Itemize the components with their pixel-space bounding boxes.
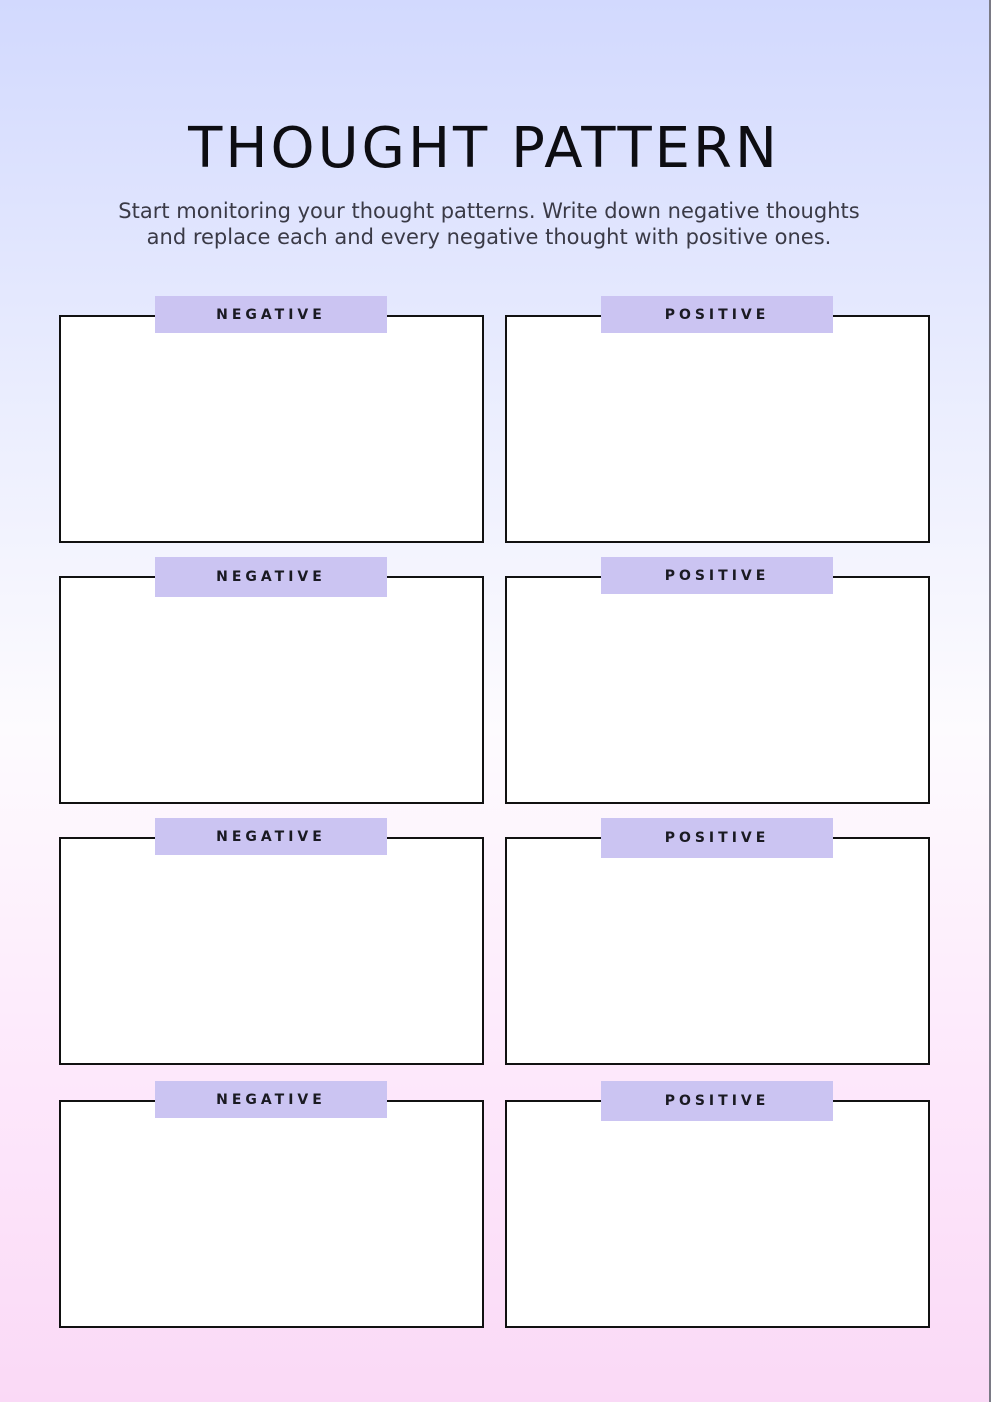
positive-label-4: POSITIVE	[601, 1081, 833, 1121]
negative-box-2[interactable]	[59, 576, 484, 804]
intro-line-1: Start monitoring your thought patterns. Write down negative thoughts	[118, 199, 860, 223]
positive-label-3: POSITIVE	[601, 818, 833, 858]
positive-box-3[interactable]	[505, 837, 930, 1065]
negative-label-4: NEGATIVE	[155, 1081, 387, 1118]
positive-box-1[interactable]	[505, 315, 930, 543]
positive-box-4[interactable]	[505, 1100, 930, 1328]
negative-label-3: NEGATIVE	[155, 818, 387, 855]
negative-label-2: NEGATIVE	[155, 557, 387, 597]
positive-box-2[interactable]	[505, 576, 930, 804]
page-title: THOUGHT PATTERN	[188, 115, 780, 181]
negative-box-3[interactable]	[59, 837, 484, 1065]
positive-label-2: POSITIVE	[601, 557, 833, 594]
intro-text	[60, 198, 918, 250]
negative-box-4[interactable]	[59, 1100, 484, 1328]
negative-label-1: NEGATIVE	[155, 296, 387, 333]
negative-box-1[interactable]	[59, 315, 484, 543]
positive-label-1: POSITIVE	[601, 296, 833, 333]
intro-line-2: and replace each and every negative thought with positive ones.	[146, 225, 832, 249]
